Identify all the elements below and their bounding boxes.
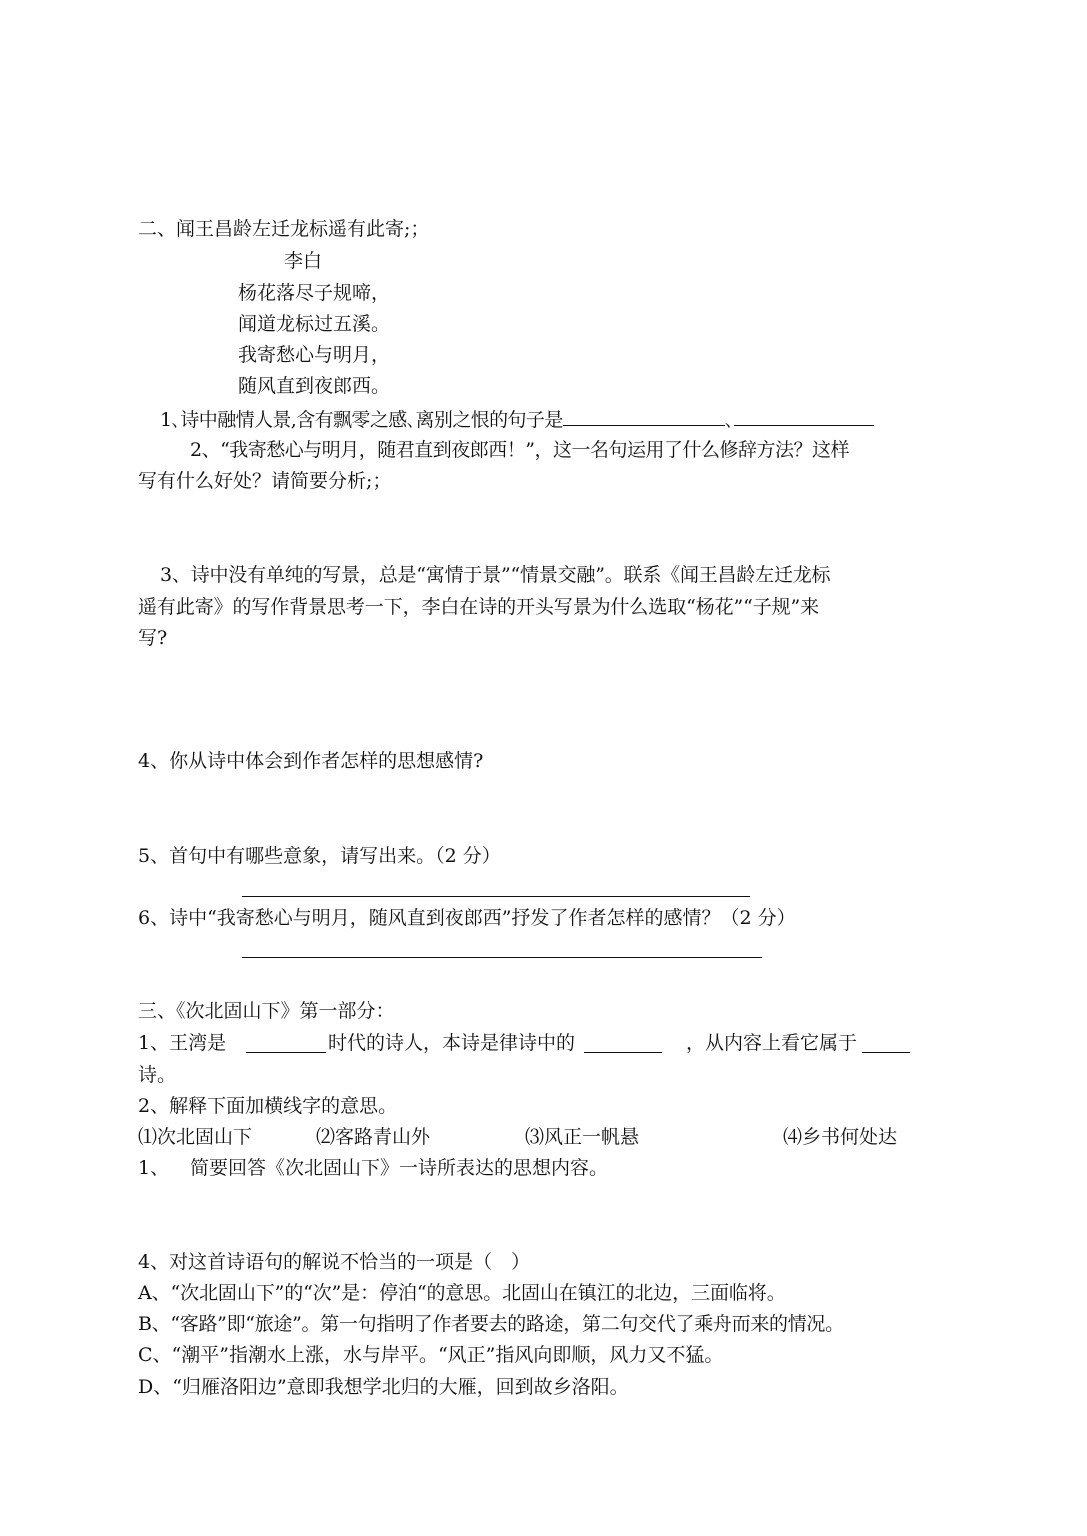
- question-text: 1、王湾是: [138, 1032, 227, 1054]
- answer-blank[interactable]: [862, 1032, 910, 1053]
- word-3: ⑶风正一帆悬: [525, 1126, 640, 1148]
- question-text: ，从内容上看它属于: [686, 1032, 858, 1054]
- question-2-5: 5、首句中有哪些意象，请写出来。（2 分）: [138, 845, 501, 867]
- poem-line-2: 闻道龙标过五溪。: [238, 313, 391, 335]
- question-3-4: 4、对这首诗语句的解说不恰当的一项是（ ）: [138, 1251, 531, 1273]
- question-3-1-end: 诗。: [138, 1064, 177, 1086]
- question-3-1: [138, 1030, 226, 1056]
- poem-line-1: 杨花落尽子规啼，: [238, 282, 391, 304]
- section2-heading: 二、闻王昌龄左迁龙标遥有此寄;；: [138, 218, 430, 240]
- option-d: D、“归雁洛阳边”意即我想学北归的大雁，回到故乡洛阳。: [138, 1376, 629, 1398]
- answer-blank[interactable]: [584, 1032, 662, 1053]
- answer-line[interactable]: [242, 957, 762, 958]
- poem-line-3: 我寄愁心与明月，: [238, 344, 391, 366]
- option-c: C、“潮平”指潮水上涨，水与岸平。“风正”指风向即顺，风力又不猛。: [138, 1344, 724, 1366]
- question-text: 时代的诗人，本诗是律诗中的: [328, 1032, 576, 1054]
- question-2-3-line3: 写?: [138, 627, 168, 649]
- question-3-3: 简要回答《次北固山下》一诗所表达的思想内容。: [190, 1157, 609, 1179]
- answer-line[interactable]: [242, 896, 750, 897]
- blank-separator: ､: [724, 409, 734, 431]
- question-2-3-line2: 遥有此寄》的写作背景思考一下，李白在诗的开头写景为什么选取“杨花”“子规”来: [138, 596, 820, 618]
- answer-blank[interactable]: [246, 1032, 326, 1053]
- poem-author: 李白: [284, 250, 323, 272]
- poem-line-4: 随风直到夜郎西。: [238, 375, 391, 397]
- question-text: 1､诗中融情人景,含有飘零之感､离别之恨的句子是: [160, 409, 563, 431]
- answer-blank[interactable]: [563, 405, 725, 426]
- question-2-1: [160, 405, 874, 433]
- question-2-2-line2: 写有什么好处？请简要分析;；: [138, 470, 392, 492]
- question-2-2-line1: 2、“我寄愁心与明月，随君直到夜郎西！”，这一名句运用了什么修辞方法？这样: [190, 439, 850, 461]
- question-2-4: 4、你从诗中体会到作者怎样的思想感情?: [138, 750, 484, 772]
- question-3-3-number: 1、: [138, 1157, 170, 1179]
- word-4: ⑷乡书何处达: [783, 1126, 898, 1148]
- option-a: A、“次北固山下”的“次”是：停泊“的意思。北固山在镇江的北边，三面临将。: [138, 1282, 786, 1304]
- question-3-2: 2、解释下面加横线字的意思。: [138, 1095, 398, 1117]
- option-b: B、“客路”即“旅途”。第一句指明了作者要去的路途，第二句交代了乘舟而来的情况。: [138, 1313, 844, 1335]
- word-1: ⑴次北固山下: [138, 1126, 253, 1148]
- section3-heading: 三、《次北固山下》第一部分：: [138, 1000, 395, 1022]
- word-2: ⑵客路青山外: [316, 1126, 431, 1148]
- answer-blank[interactable]: [734, 405, 874, 426]
- question-2-3-line1: 3、诗中没有单纯的写景，总是“寓情于景”“情景交融”。联系《闻王昌龄左迁龙标: [160, 564, 831, 586]
- question-2-6: 6、诗中“我寄愁心与明月，随风直到夜郎西”抒发了作者怎样的感情？（2 分）: [138, 907, 796, 929]
